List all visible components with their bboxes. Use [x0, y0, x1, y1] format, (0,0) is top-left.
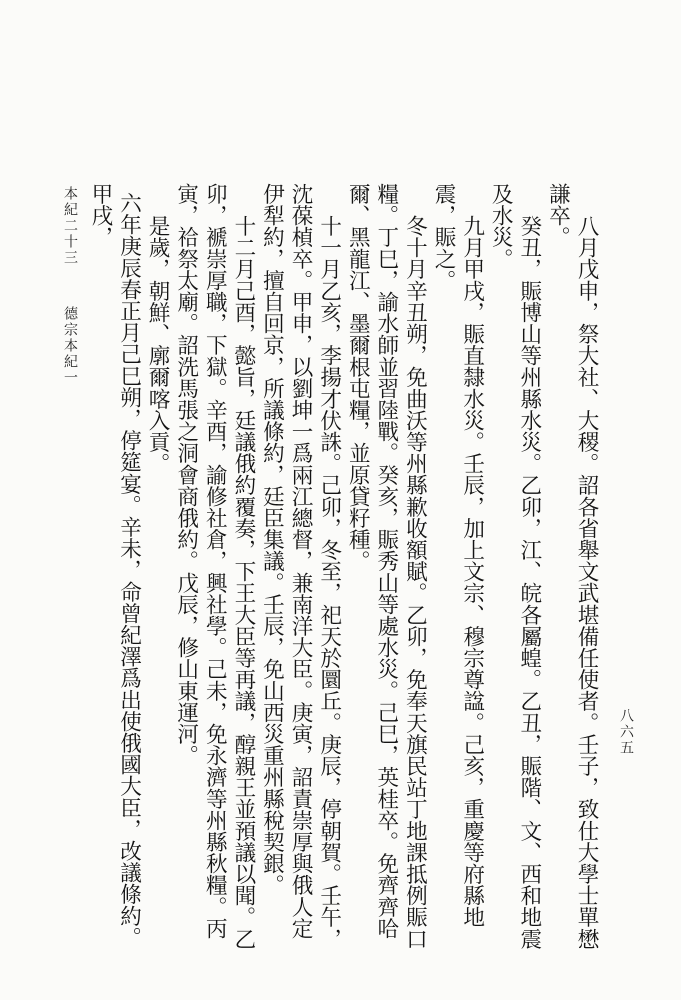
- main-text: [88, 183, 600, 958]
- paragraph-november: 十一月乙亥，李揚才伏誅。己卯，冬至，祀天於圜丘。庚辰，停朝賀。壬午，沈葆楨卒。甲申，以劉坤一爲兩江總督，兼南洋大臣。庚寅，詔責崇厚與俄人定伊犁約，擅自回京，所議條約，廷臣集議。壬辰，免山西災重州縣稅契銀。: [259, 183, 342, 950]
- paragraph-year-summary: 是歲，朝鮮、廓爾喀入貢。: [145, 215, 171, 475]
- section-header: 德宗本紀一: [62, 306, 78, 386]
- paragraph-december: 十二月己酉，懿旨，廷議俄約覆奏，下王大臣等再議，醇親王並預議以聞。乙卯，褫崇厚職，下獄。辛酉，諭修社倉，興社學。己未，免永濟等州縣秋糧。丙寅，祫祭太廟。詔洗馬張之洞會商俄約。戊辰，修山東運河。: [173, 183, 256, 950]
- paragraph-september: 九月甲戌，賑直隸水災。壬辰，加上文宗、穆宗尊諡。己亥，重慶等府縣地震，賑之。: [431, 183, 485, 929]
- paragraph-august-cont: 癸丑，賑博山等州縣水災。乙卯，江、皖各屬蝗。乙丑，賑階、文、西和地震及水災。: [488, 183, 542, 950]
- page-number: 八六五: [618, 708, 634, 756]
- paragraph-sixth-year: 六年庚辰春正月己巳朔，停筵宴。辛未，命曾紀澤爲出使俄國大臣，改議條約。甲戌，: [88, 183, 142, 948]
- volume-header: 本紀二十三: [62, 186, 78, 266]
- paragraph-october: 冬十月辛丑朔，免曲沃等州縣歉收額賦。乙卯，免奉天旗民站丁地課抵例賑口糧。丁巳，諭水師並習陸戰。癸亥，賑秀山等處水災。己巳，英桂卒。免齊齊哈爾、黑龍江、墨爾根屯糧，並原貸籽種。: [345, 183, 428, 950]
- paragraph-august: 八月戊申，祭大社、大稷。詔各省舉文武堪備任使者。壬子，致仕大學士單懋謙卒。: [545, 183, 599, 950]
